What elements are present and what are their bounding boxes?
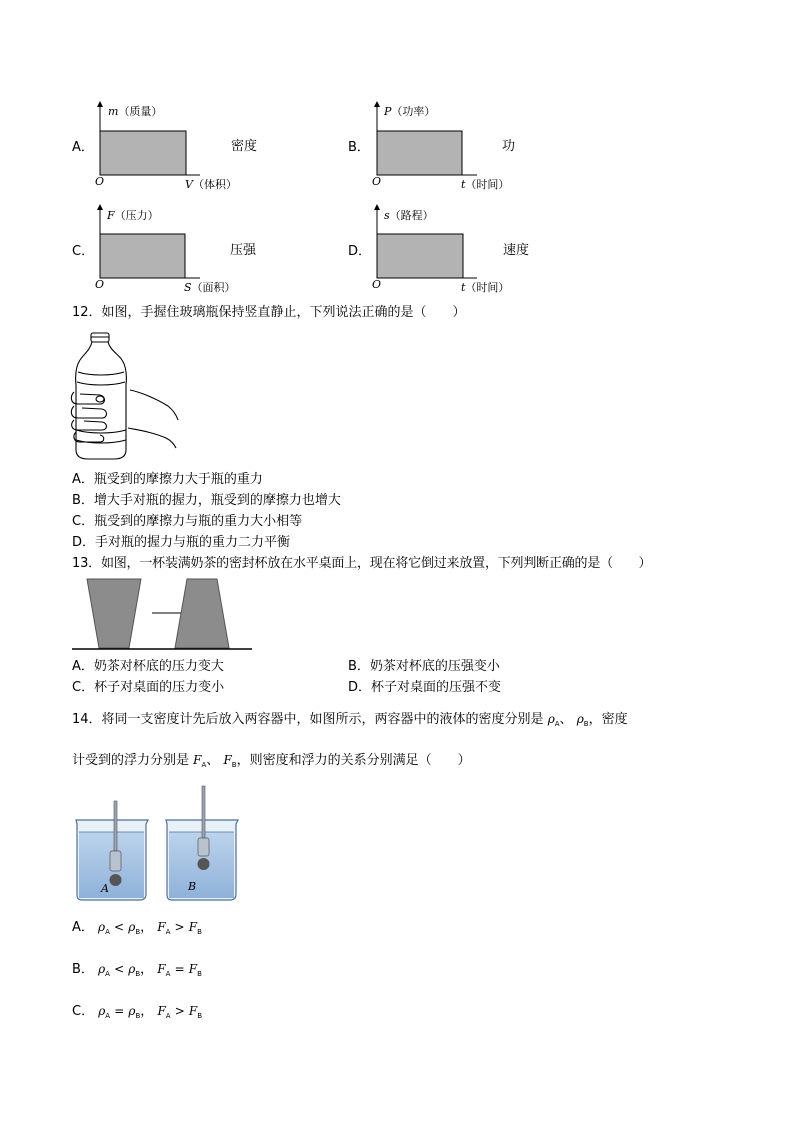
q14-option-b: B． $\rho_A < \rho_B$， $F_A = F_B$ [72,962,202,978]
quantity-label: 密度 [231,139,258,154]
q12-option-d: D．手对瓶的握力与瓶的重力二力平衡 [72,535,291,550]
option-letter: B． [348,140,370,155]
q13-option-b: B．奶茶对杯底的压强变小 [348,659,500,674]
x-axis-label: V（体积） [185,178,237,191]
q13-option-a: A．奶茶对杯底的压力变大 [72,659,224,674]
q12-option-a: A．瓶受到的摩擦力大于瓶的重力 [72,472,263,487]
q14-stem-line1: 14．将同一支密度计先后放入两容器中，如图所示，两容器中的液体的密度分别是 $\rho_A$、 $\rho_B$，密度 [72,712,628,728]
q13-option-d: D．杯子对桌面的压强不变 [348,680,502,695]
option-letter: A． [72,140,94,155]
y-axis-label: F（压力） [107,209,159,222]
q13-option-c: C．杯子对桌面的压力变小 [72,680,225,695]
q12-option-c: C．瓶受到的摩擦力与瓶的重力大小相等 [72,514,303,529]
q14-stem-line2: 计受到的浮力分别是 $F_A$、 $F_B$，则密度和浮力的关系分别满足（ ） [72,753,471,769]
cup-inversion-figure [70,576,254,652]
densimeter-beakers-figure [70,784,246,902]
q12-option-b: B．增大手对瓶的握力，瓶受到的摩擦力也增大 [72,493,341,508]
y-axis-label: P（功率） [384,105,436,118]
x-axis-label: S（面积） [184,281,236,294]
q14-option-c: C． $\rho_A = \rho_B$， $F_A > F_B$ [72,1004,203,1020]
q14-option-a: A． $\rho_A < \rho_B$， $F_A > F_B$ [72,920,202,936]
hand-holding-bottle-figure [70,330,182,462]
beaker-a-label: A [101,882,109,895]
beaker-b-label: B [188,880,197,893]
x-axis-label: t（时间） [461,281,510,294]
y-axis-label: m（质量） [108,105,163,118]
q13-stem: 13．如图，一杯装满奶茶的密封杯放在水平桌面上，现在将它倒过来放置，下列判断正确的是（ ） [72,556,652,571]
y-axis-label: s（路程） [384,209,434,222]
quantity-label: 压强 [230,243,257,258]
x-axis-label: t（时间） [461,178,510,191]
quantity-label: 功 [502,139,516,154]
option-letter: C． [72,244,95,259]
q12-stem: 12．如图，手握住玻璃瓶保持竖直静止，下列说法正确的是（ ） [72,305,466,320]
origin-label: O [95,278,105,291]
origin-label: O [372,175,382,188]
origin-label: O [95,175,105,188]
quantity-label: 速度 [503,243,530,258]
origin-label: O [372,278,382,291]
option-letter: D． [348,244,372,259]
